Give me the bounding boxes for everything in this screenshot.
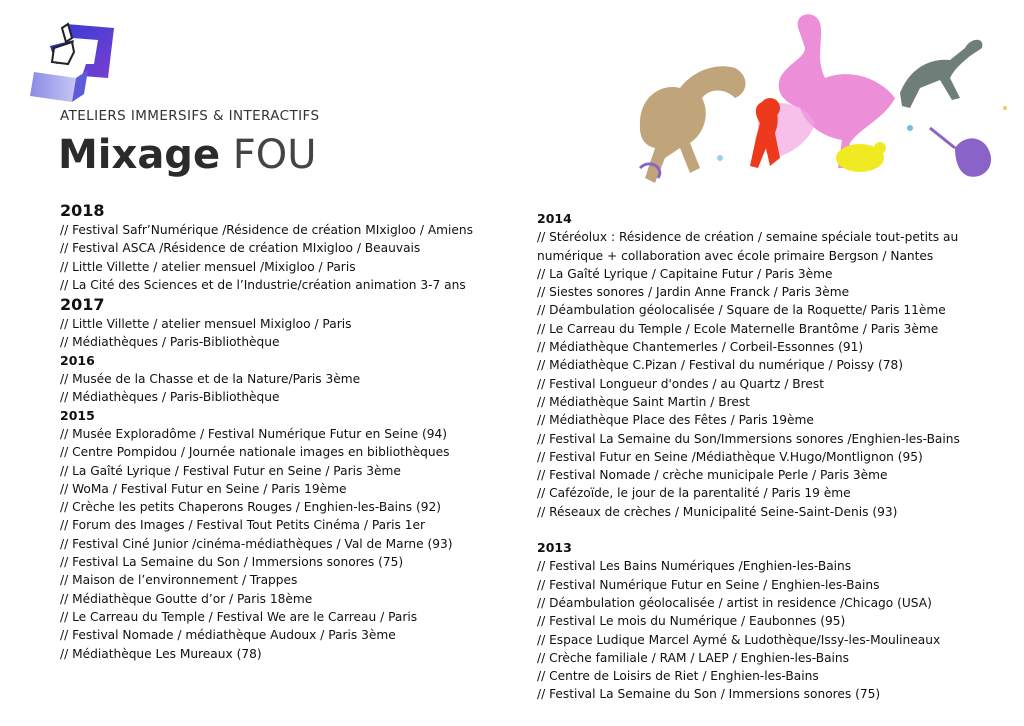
- lightning-cube-icon: [28, 20, 120, 108]
- list-item: // Médiathèque C.Pizan / Festival du numérique / Poissy (78): [537, 358, 904, 373]
- list-item: // Festival Longueur d'ondes / au Quartz / Brest: [537, 376, 825, 391]
- list-item: // Centre de Loisirs de Riet / Enghien-les-Bains: [537, 669, 819, 684]
- list-item: // La Cité des Sciences et de l’Industrie/création animation 3-7 ans: [60, 277, 466, 292]
- right-column: [537, 210, 960, 704]
- list-item: // Musée Exploradôme / Festival Numérique Futur en Seine (94): [60, 426, 447, 441]
- list-item: // Festival Nomade / crèche municipale Perle / Paris 3ème: [537, 468, 888, 483]
- list-item: // Festival Safr’Numérique /Résidence de création MIxigloo / Amiens: [60, 223, 473, 237]
- list-item: // La Gaîté Lyrique / Capitaine Futur / Paris 3ème: [537, 266, 833, 281]
- list-item: // Maison de l’environnement / Trappes: [60, 573, 298, 588]
- list-item: // Festival Ciné Junior /cinéma-médiathèques / Val de Marne (93): [60, 536, 453, 551]
- list-item: // Médiathèque Place des Fêtes / Paris 19ème: [537, 413, 814, 428]
- list-item: // Médiathèque Saint Martin / Brest: [537, 394, 750, 409]
- list-item: // Festival La Semaine du Son / Immersions sonores (75): [537, 687, 881, 702]
- list-item: // Médiathèque Les Mureaux (78): [60, 646, 262, 661]
- list-item: // Médiathèques / Paris-Bibliothèque: [60, 335, 280, 350]
- section-spacer: [537, 521, 960, 539]
- brand-title: [58, 131, 317, 179]
- left-column: [60, 200, 473, 663]
- list-item: // Le Carreau du Temple / Ecole Maternelle Brantôme / Paris 3ème: [537, 321, 939, 336]
- brand-subtitle: ATELIERS IMMERSIFS & INTERACTIFS: [60, 108, 320, 124]
- year-heading-2013: 2013: [537, 540, 572, 556]
- list-item: // Little Villette / atelier mensuel /Mixigloo / Paris: [60, 259, 356, 274]
- year-heading-2016: 2016: [60, 352, 95, 368]
- list-item: // Déambulation géolocalisée / Square de la Roquette/ Paris 11ème: [537, 303, 946, 318]
- list-item: // WoMa / Festival Futur en Seine / Paris 19ème: [60, 481, 347, 496]
- brand-title-bold: Mixage: [58, 132, 221, 178]
- list-item: // Médiathèques / Paris-Bibliothèque: [60, 390, 280, 405]
- list-item: // Stéréolux : Résidence de création / semaine spéciale tout-petits au: [537, 230, 959, 245]
- list-item: // Festival Numérique Futur en Seine / Enghien-les-Bains: [537, 577, 880, 592]
- list-item: // La Gaîté Lyrique / Festival Futur en Seine / Paris 3ème: [60, 463, 401, 478]
- year-heading-2014: 2014: [537, 211, 572, 226]
- list-item: numérique + collaboration avec école primaire Bergson / Nantes: [537, 248, 934, 263]
- year-heading-2018: 2018: [60, 201, 105, 220]
- list-item: // Festival La Semaine du Son/Immersions sonores /Enghien-les-Bains: [537, 431, 960, 446]
- year-heading-2015: 2015: [60, 407, 95, 423]
- list-item: // Centre Pompidou / Journée nationale images en bibliothèques: [60, 445, 450, 460]
- list-item: // Déambulation géolocalisée / artist in residence /Chicago (USA): [537, 595, 932, 610]
- list-item: // Festival Le mois du Numérique / Eaubonnes (95): [537, 614, 846, 629]
- brand-title-light: FOU: [232, 132, 317, 178]
- list-item: // Médiathèque Goutte d’or / Paris 18ème: [60, 591, 313, 606]
- list-item: // Crèche les petits Chaperons Rouges / Enghien-les-Bains (92): [60, 500, 442, 515]
- list-item: // Médiathèque Chantemerles / Corbeil-Essonnes (91): [537, 340, 864, 355]
- list-item: // Crèche familiale / RAM / LAEP / Enghien-les-Bains: [537, 650, 850, 665]
- year-heading-2017: 2017: [60, 295, 105, 315]
- list-item: // Le Carreau du Temple / Festival We are le Carreau / Paris: [60, 609, 418, 624]
- list-item: // Festival Nomade / médiathèque Audoux / Paris 3ème: [60, 628, 396, 643]
- list-item: // Little Villette / atelier mensuel Mixigloo / Paris: [60, 317, 352, 332]
- list-item: // Forum des Images / Festival Tout Petits Cinéma / Paris 1er: [60, 518, 425, 533]
- list-item: // Festival Futur en Seine /Médiathèque V.Hugo/Montlignon (95): [537, 449, 923, 464]
- list-item: // Espace Ludique Marcel Aymé & Ludothèque/Issy-les-Moulineaux: [537, 632, 941, 647]
- list-item: // Festival La Semaine du Son / Immersions sonores (75): [60, 555, 404, 570]
- list-item: // Siestes sonores / Jardin Anne Franck / Paris 3ème: [537, 285, 850, 300]
- list-item: // Festival Les Bains Numériques /Enghien-les-Bains: [537, 559, 852, 574]
- colorful-animals-illustration: [610, 8, 1020, 213]
- list-item: // Musée de la Chasse et de la Nature/Paris 3ème: [60, 372, 361, 387]
- list-item: // Cafézoïde, le jour de la parentalité / Paris 19 ème: [537, 486, 851, 501]
- list-item: // Festival ASCA /Résidence de création MIxigloo / Beauvais: [60, 241, 421, 256]
- list-item: // Réseaux de crèches / Municipalité Seine-Saint-Denis (93): [537, 504, 898, 519]
